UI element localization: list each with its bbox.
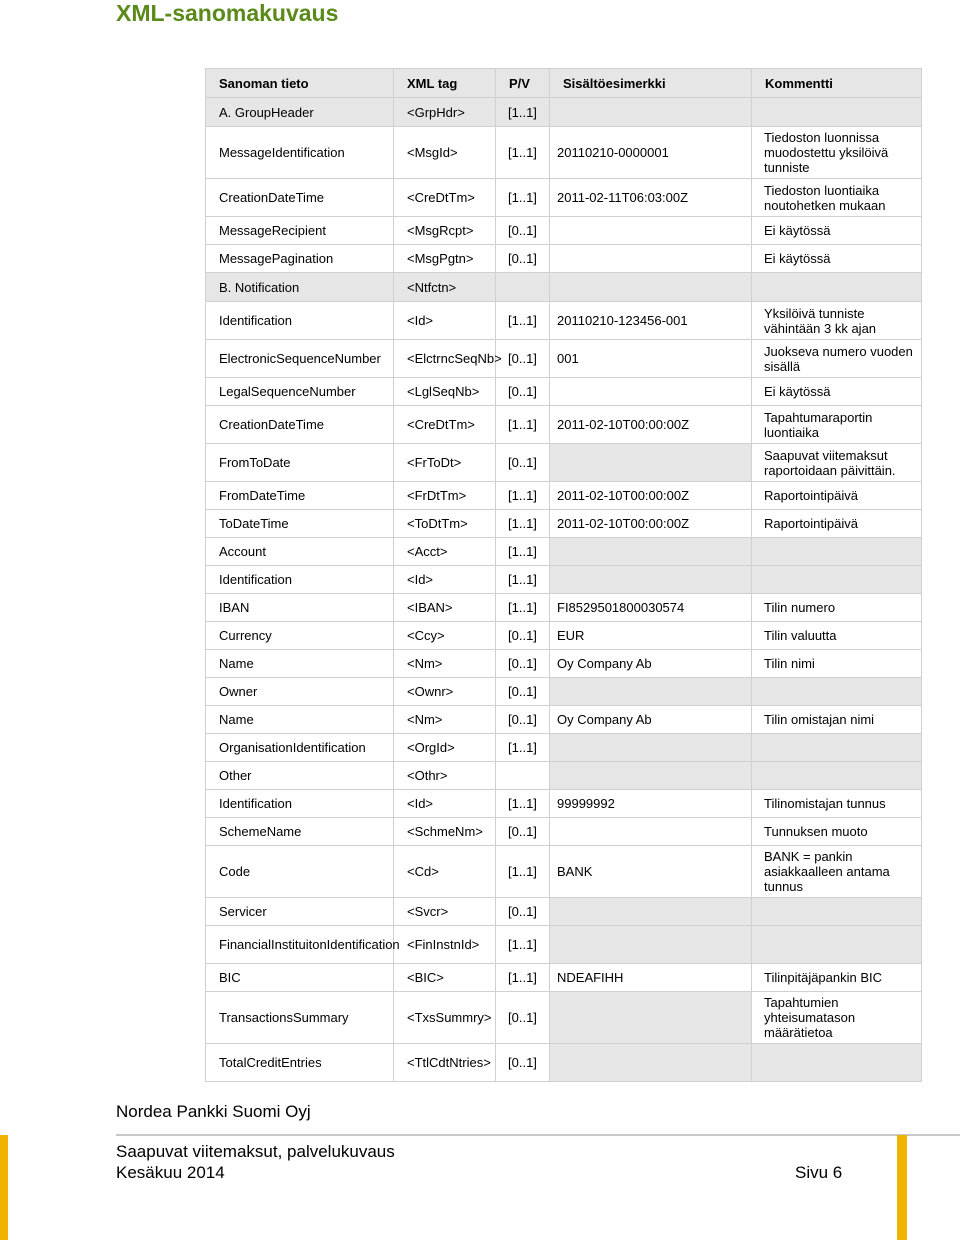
header-occurrence: P/V — [496, 69, 550, 98]
footer-right-bar — [897, 1135, 907, 1240]
field-name-cell: CreationDateTime — [206, 179, 394, 217]
comment-cell — [752, 538, 922, 566]
occurrence-cell: [0..1] — [496, 622, 550, 650]
header-comment: Kommentti — [752, 69, 922, 98]
footer-subtitle: Saapuvat viitemaksut, palvelukuvaus — [116, 1142, 395, 1161]
field-name-cell: Owner — [206, 678, 394, 706]
comment-cell: Ei käytössä — [752, 245, 922, 273]
section-row — [206, 98, 922, 127]
xml-tag-cell: <MsgPgtn> — [394, 245, 496, 273]
occurrence-cell: [1..1] — [496, 566, 550, 594]
occurrence-cell: [0..1] — [496, 217, 550, 245]
table-row — [206, 510, 922, 538]
field-name-cell: Identification — [206, 566, 394, 594]
field-name-cell: Name — [206, 706, 394, 734]
document-title: XML-sanomakuvaus — [116, 0, 339, 26]
occurrence-cell: [1..1] — [496, 482, 550, 510]
example-cell: 99999992 — [550, 790, 752, 818]
table-row — [206, 650, 922, 678]
occurrence-cell: [0..1] — [496, 444, 550, 482]
field-name-cell: IBAN — [206, 594, 394, 622]
comment-cell — [752, 1044, 922, 1082]
table-row — [206, 818, 922, 846]
table-row — [206, 127, 922, 179]
field-name-cell: Code — [206, 846, 394, 898]
field-name-cell: ElectronicSequenceNumber — [206, 340, 394, 378]
field-name-cell: MessageIdentification — [206, 127, 394, 179]
table-row — [206, 538, 922, 566]
example-cell: 20110210-123456-001 — [550, 302, 752, 340]
occurrence-cell: [1..1] — [496, 538, 550, 566]
xml-tag-cell: <Id> — [394, 790, 496, 818]
example-cell: BANK — [550, 846, 752, 898]
field-name-cell: Servicer — [206, 898, 394, 926]
xml-tag-cell: <Svcr> — [394, 898, 496, 926]
occurrence-cell: [0..1] — [496, 245, 550, 273]
field-name-cell: BIC — [206, 964, 394, 992]
example-cell: 2011-02-10T00:00:00Z — [550, 510, 752, 538]
xml-tag-cell: <Ownr> — [394, 678, 496, 706]
comment-cell: Raportointipäivä — [752, 482, 922, 510]
field-name-cell: ToDateTime — [206, 510, 394, 538]
xml-tag-cell: <BIC> — [394, 964, 496, 992]
occurrence-cell: [0..1] — [496, 818, 550, 846]
table-row — [206, 1044, 922, 1082]
field-name-cell: Other — [206, 762, 394, 790]
occurrence-cell: [0..1] — [496, 992, 550, 1044]
xml-tag-cell: <Id> — [394, 302, 496, 340]
field-name-cell: MessagePagination — [206, 245, 394, 273]
example-cell: FI8529501800030574 — [550, 594, 752, 622]
xml-tag-cell: <TtlCdtNtries> — [394, 1044, 496, 1082]
xml-tag-cell: <Id> — [394, 566, 496, 594]
occurrence-cell: [1..1] — [496, 302, 550, 340]
occurrence-cell: [0..1] — [496, 898, 550, 926]
example-cell — [550, 762, 752, 790]
footer-date: Kesäkuu 2014 — [116, 1163, 225, 1182]
example-cell: 2011-02-10T00:00:00Z — [550, 406, 752, 444]
occurrence-cell: [0..1] — [496, 1044, 550, 1082]
comment-cell — [752, 926, 922, 964]
example-cell — [550, 818, 752, 846]
example-cell — [550, 98, 752, 127]
occurrence-cell: [0..1] — [496, 706, 550, 734]
xml-tag-cell: <Acct> — [394, 538, 496, 566]
occurrence-cell: [0..1] — [496, 378, 550, 406]
comment-cell — [752, 98, 922, 127]
xml-tag-cell: <CreDtTm> — [394, 406, 496, 444]
xml-tag-cell: <Othr> — [394, 762, 496, 790]
comment-cell: Ei käytössä — [752, 217, 922, 245]
field-name-cell: A. GroupHeader — [206, 98, 394, 127]
example-cell — [550, 444, 752, 482]
field-name-cell: Currency — [206, 622, 394, 650]
table-row — [206, 482, 922, 510]
footer-page-number: Sivu 6 — [795, 1163, 843, 1182]
table-row — [206, 217, 922, 245]
comment-cell — [752, 273, 922, 302]
example-cell — [550, 538, 752, 566]
comment-cell: Juokseva numero vuoden sisällä — [752, 340, 922, 378]
header-field-name: Sanoman tieto — [206, 69, 394, 98]
xml-tag-cell: <Nm> — [394, 706, 496, 734]
comment-cell: Yksilöivä tunniste vähintään 3 kk ajan — [752, 302, 922, 340]
comment-cell: Tunnuksen muoto — [752, 818, 922, 846]
xml-tag-cell: <GrpHdr> — [394, 98, 496, 127]
occurrence-cell: [1..1] — [496, 179, 550, 217]
table-row — [206, 444, 922, 482]
field-name-cell: FinancialInstituitonIdentification — [206, 926, 394, 964]
xml-tag-cell: <FrToDt> — [394, 444, 496, 482]
occurrence-cell: [0..1] — [496, 678, 550, 706]
example-cell: 2011-02-11T06:03:00Z — [550, 179, 752, 217]
xml-tag-cell: <LglSeqNb> — [394, 378, 496, 406]
field-name-cell: FromToDate — [206, 444, 394, 482]
comment-cell: Ei käytössä — [752, 378, 922, 406]
xml-tag-cell: <FrDtTm> — [394, 482, 496, 510]
table-row — [206, 594, 922, 622]
example-cell — [550, 734, 752, 762]
example-cell — [550, 566, 752, 594]
comment-cell — [752, 678, 922, 706]
table-row — [206, 706, 922, 734]
field-name-cell: MessageRecipient — [206, 217, 394, 245]
table-row — [206, 566, 922, 594]
table-row — [206, 846, 922, 898]
field-name-cell: CreationDateTime — [206, 406, 394, 444]
comment-cell — [752, 566, 922, 594]
field-name-cell: TotalCreditEntries — [206, 1044, 394, 1082]
table-row — [206, 378, 922, 406]
comment-cell: Raportointipäivä — [752, 510, 922, 538]
example-cell: NDEAFIHH — [550, 964, 752, 992]
field-name-cell: LegalSequenceNumber — [206, 378, 394, 406]
comment-cell: Tilin omistajan nimi — [752, 706, 922, 734]
xml-tag-cell: <Ccy> — [394, 622, 496, 650]
xml-tag-cell: <MsgRcpt> — [394, 217, 496, 245]
table-row — [206, 734, 922, 762]
occurrence-cell: [1..1] — [496, 964, 550, 992]
occurrence-cell: [1..1] — [496, 510, 550, 538]
xml-tag-cell: <OrgId> — [394, 734, 496, 762]
example-cell — [550, 926, 752, 964]
example-cell — [550, 217, 752, 245]
field-name-cell: OrganisationIdentification — [206, 734, 394, 762]
xml-tag-cell: <FinInstnId> — [394, 926, 496, 964]
field-name-cell: B. Notification — [206, 273, 394, 302]
comment-cell: Tilin numero — [752, 594, 922, 622]
table-row — [206, 926, 922, 964]
table-row — [206, 790, 922, 818]
comment-cell: Tiedoston luonnissa muodostettu yksilöivä tunniste — [752, 127, 922, 179]
occurrence-cell: [1..1] — [496, 846, 550, 898]
xml-tag-cell: <ElctrncSeqNb> — [394, 340, 496, 378]
occurrence-cell: [1..1] — [496, 406, 550, 444]
comment-cell: BANK = pankin asiakkaalleen antama tunnus — [752, 846, 922, 898]
comment-cell — [752, 734, 922, 762]
table-row — [206, 678, 922, 706]
table-row — [206, 898, 922, 926]
occurrence-cell: [0..1] — [496, 650, 550, 678]
field-name-cell: Identification — [206, 790, 394, 818]
section-row — [206, 273, 922, 302]
example-cell: Oy Company Ab — [550, 650, 752, 678]
table-row — [206, 302, 922, 340]
table-body — [206, 98, 922, 1082]
comment-cell: Tilin valuutta — [752, 622, 922, 650]
comment-cell: Tiedoston luontiaika noutohetken mukaan — [752, 179, 922, 217]
comment-cell — [752, 898, 922, 926]
xml-tag-cell: <CreDtTm> — [394, 179, 496, 217]
footer-company: Nordea Pankki Suomi Oyj — [116, 1102, 311, 1121]
example-cell — [550, 898, 752, 926]
table-row — [206, 406, 922, 444]
example-cell — [550, 992, 752, 1044]
field-name-cell: Account — [206, 538, 394, 566]
field-name-cell: Name — [206, 650, 394, 678]
xml-tag-cell: <Ntfctn> — [394, 273, 496, 302]
table-row — [206, 340, 922, 378]
example-cell: Oy Company Ab — [550, 706, 752, 734]
xml-tag-cell: <MsgId> — [394, 127, 496, 179]
footer-divider — [116, 1134, 960, 1136]
comment-cell: Tapahtumien yhteisumatason määrätietoa — [752, 992, 922, 1044]
comment-cell: Tilinomistajan tunnus — [752, 790, 922, 818]
field-name-cell: TransactionsSummary — [206, 992, 394, 1044]
xml-tag-cell: <TxsSummry> — [394, 992, 496, 1044]
occurrence-cell: [1..1] — [496, 790, 550, 818]
header-example: Sisältöesimerkki — [550, 69, 752, 98]
occurrence-cell — [496, 762, 550, 790]
example-cell: 2011-02-10T00:00:00Z — [550, 482, 752, 510]
occurrence-cell — [496, 273, 550, 302]
field-name-cell: Identification — [206, 302, 394, 340]
footer-left-bar — [0, 1135, 8, 1240]
field-name-cell: SchemeName — [206, 818, 394, 846]
occurrence-cell: [0..1] — [496, 340, 550, 378]
table-row — [206, 622, 922, 650]
comment-cell: Tapahtumaraportin luontiaika — [752, 406, 922, 444]
occurrence-cell: [1..1] — [496, 127, 550, 179]
xml-tag-cell: <Nm> — [394, 650, 496, 678]
xml-tag-cell: <Cd> — [394, 846, 496, 898]
example-cell — [550, 678, 752, 706]
occurrence-cell: [1..1] — [496, 926, 550, 964]
comment-cell — [752, 762, 922, 790]
xml-message-table — [205, 68, 922, 1082]
table-row — [206, 245, 922, 273]
comment-cell: Saapuvat viitemaksut raportoidaan päivittäin. — [752, 444, 922, 482]
table-row — [206, 964, 922, 992]
table-header-row — [206, 69, 922, 98]
example-cell: EUR — [550, 622, 752, 650]
xml-tag-cell: <ToDtTm> — [394, 510, 496, 538]
field-name-cell: FromDateTime — [206, 482, 394, 510]
xml-tag-cell: <IBAN> — [394, 594, 496, 622]
occurrence-cell: [1..1] — [496, 594, 550, 622]
xml-tag-cell: <SchmeNm> — [394, 818, 496, 846]
example-cell — [550, 1044, 752, 1082]
example-cell — [550, 245, 752, 273]
example-cell — [550, 378, 752, 406]
occurrence-cell: [1..1] — [496, 98, 550, 127]
comment-cell: Tilin nimi — [752, 650, 922, 678]
occurrence-cell: [1..1] — [496, 734, 550, 762]
example-cell — [550, 273, 752, 302]
header-xml-tag: XML tag — [394, 69, 496, 98]
table-row — [206, 762, 922, 790]
example-cell: 001 — [550, 340, 752, 378]
example-cell: 20110210-0000001 — [550, 127, 752, 179]
table-row — [206, 179, 922, 217]
table-row — [206, 992, 922, 1044]
comment-cell: Tilinpitäjäpankin BIC — [752, 964, 922, 992]
